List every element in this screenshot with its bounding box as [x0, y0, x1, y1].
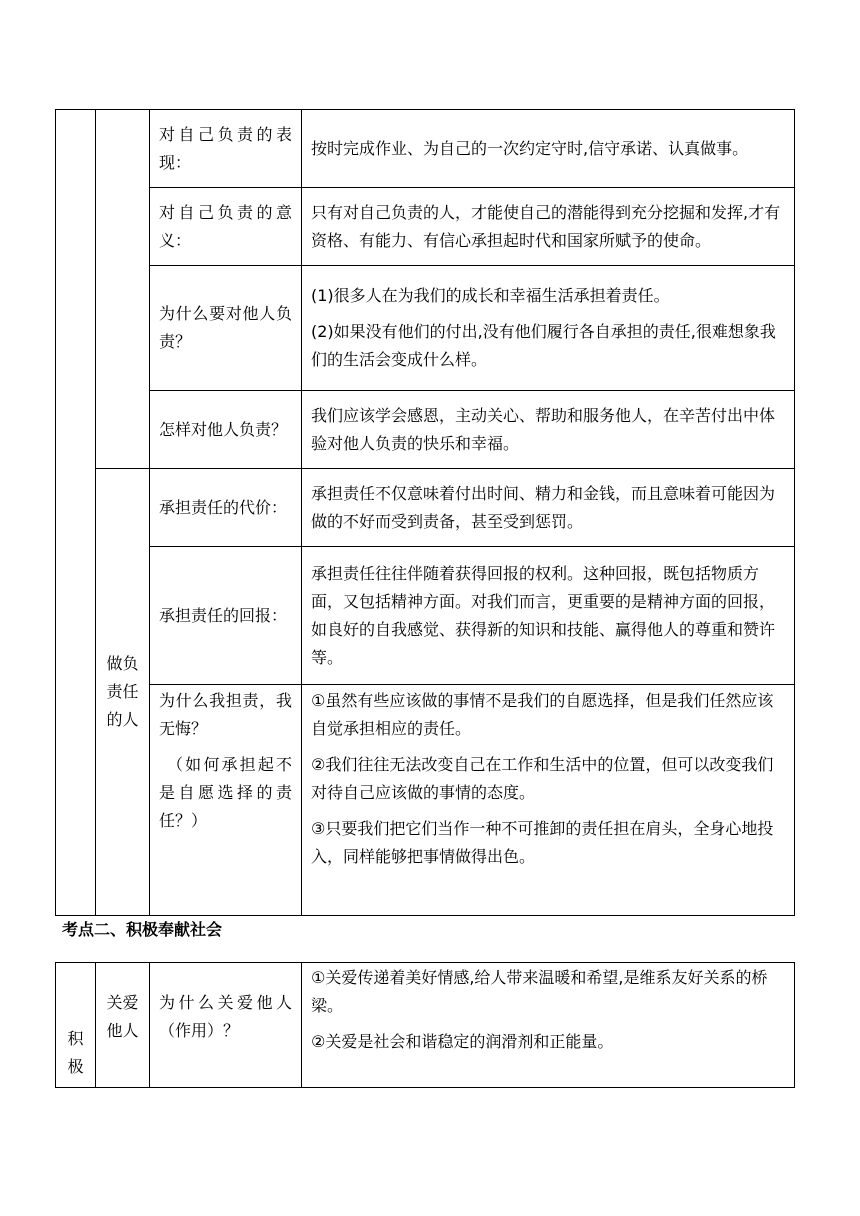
contribution-table — [55, 962, 795, 1088]
responsibility-table — [55, 109, 795, 916]
table-row — [56, 547, 795, 685]
table-row — [56, 391, 795, 469]
question-cell: 为什么要对他人负责？ — [150, 266, 302, 391]
question-cell: 为什么我担责，我无悔？ （如何承担起不是自愿选择的责任？） — [150, 685, 302, 916]
question-cell: 为什么关爱他人（作用）？ — [150, 963, 302, 1088]
answer-cell: 按时完成作业、为自己的一次约定守时,信守承诺、认真做事。 — [302, 110, 795, 188]
table-row — [56, 469, 795, 547]
subsection-label: 关爱他人 — [106, 993, 139, 1040]
section-label-cell — [56, 963, 96, 1088]
answer-cell: (1)很多人在为我们的成长和幸福生活承担着责任。 (2)如果没有他们的付出,没有他们履行各自承担的责任,很难想象我们的生活会变成什么样。 — [302, 266, 795, 391]
answer-cell: 只有对自己负责的人，才能使自己的潜能得到充分挖掘和发挥,才有资格、有能力、有信心承担起时代和国家所赋予的使命。 — [302, 188, 795, 266]
table-row — [56, 266, 795, 391]
question-cell: 对自己负责的表现： — [150, 110, 302, 188]
table-row — [56, 110, 795, 188]
question-cell: 怎样对他人负责？ — [150, 391, 302, 469]
section-label-cell — [96, 469, 150, 916]
answer-cell: 承担责任往往伴随着获得回报的权利。这种回报，既包括物质方面，又包括精神方面。对我们而言，更重要的是精神方面的回报，如良好的自我感觉、获得新的知识和技能、赢得他人的尊重和赞许等。 — [302, 547, 795, 685]
table-row — [56, 963, 795, 1088]
question-cell: 承担责任的代价： — [150, 469, 302, 547]
question-cell: 承担责任的回报： — [150, 547, 302, 685]
answer-cell: 我们应该学会感恩，主动关心、帮助和服务他人，在辛苦付出中体验对他人负责的快乐和幸福。 — [302, 391, 795, 469]
answer-cell: 承担责任不仅意味着付出时间、精力和金钱，而且意味着可能因为做的不好而受到责备，甚至受到惩罚。 — [302, 469, 795, 547]
outer-section-cell — [56, 110, 96, 916]
answer-cell: ①关爱传递着美好情感,给人带来温暖和希望,是维系友好关系的桥梁。 ②关爱是社会和谐稳定的润滑剂和正能量。 — [302, 963, 795, 1088]
table-row — [56, 188, 795, 266]
subsection-label-cell — [96, 963, 150, 1088]
section-label: 积极 — [67, 1029, 84, 1076]
question-cell: 对自己负责的意义： — [150, 188, 302, 266]
answer-cell: ①虽然有些应该做的事情不是我们的自愿选择，但是我们任然应该自觉承担相应的责任。 ②我们往往无法改变自己在工作和生活中的位置，但可以改变我们对待自己应该做的事情的态度。 ③只要我们把它们当作一种不可推卸的责任担在肩头，全身心地投入，同样能够把事情做得出色。 — [302, 685, 795, 916]
subsection-cell — [96, 110, 150, 469]
section-heading: 考点二、积极奉献社会 — [62, 920, 223, 939]
section-label: 做负责任的人 — [106, 654, 139, 729]
table-row — [56, 685, 795, 916]
